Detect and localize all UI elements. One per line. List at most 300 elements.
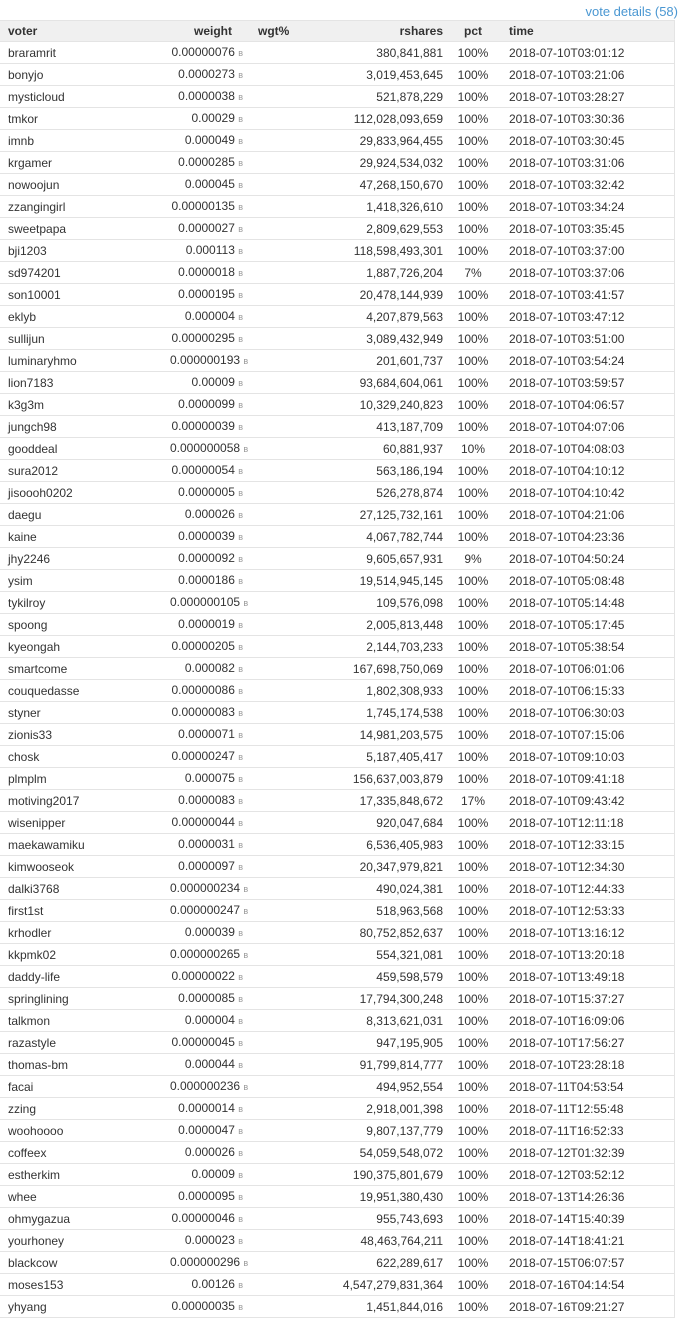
voter-cell: nowoojun — [8, 177, 60, 192]
pct-cell: 100% — [457, 1123, 489, 1138]
wgtpct-cell — [243, 680, 330, 702]
table-row — [0, 372, 674, 394]
weight-unit: ʙ — [238, 202, 243, 212]
pct-cell: 100% — [457, 155, 489, 170]
rshares-cell: 947,195,905 — [376, 1035, 443, 1050]
vote-details-table — [0, 20, 675, 1318]
pct-cell: 100% — [457, 463, 489, 478]
wgtpct-cell — [243, 1098, 330, 1120]
voter-cell: luminaryhmo — [8, 353, 77, 368]
pct-cell: 100% — [457, 1189, 489, 1204]
weight-value: 0.0000018 — [178, 265, 235, 279]
table-row — [0, 592, 674, 614]
weight-unit: ʙ — [238, 1126, 243, 1136]
rshares-cell: 190,375,801,679 — [352, 1167, 443, 1182]
table-row — [0, 966, 674, 988]
wgtpct-cell — [243, 240, 330, 262]
table-row — [0, 548, 674, 570]
weight-cell — [170, 1164, 243, 1186]
weight-unit: ʙ — [238, 488, 243, 498]
rshares-cell: 48,463,764,211 — [360, 1233, 443, 1248]
rshares-cell: 1,802,308,933 — [366, 683, 443, 698]
time-cell: 2018-07-10T09:10:03 — [509, 749, 625, 764]
voter-cell: bonyjo — [8, 67, 44, 82]
time-cell: 2018-07-10T03:31:06 — [509, 155, 625, 170]
column-header-weight: weight — [170, 21, 243, 42]
weight-cell — [170, 1076, 249, 1098]
pct-cell: 100% — [457, 67, 489, 82]
time-cell: 2018-07-10T17:56:27 — [509, 1035, 625, 1050]
weight-value: 0.0000085 — [178, 991, 235, 1005]
weight-unit: ʙ — [238, 972, 243, 982]
weight-value: 0.000044 — [184, 1057, 235, 1071]
voter-cell: imnb — [8, 133, 35, 148]
pct-cell: 100% — [457, 837, 489, 852]
rshares-cell: 5,187,405,417 — [366, 749, 443, 764]
weight-cell — [170, 1010, 243, 1032]
table-row — [0, 482, 674, 504]
time-cell: 2018-07-10T03:41:57 — [509, 287, 625, 302]
rshares-cell: 459,598,579 — [376, 969, 443, 984]
rshares-cell: 109,576,098 — [376, 595, 443, 610]
weight-cell — [170, 658, 243, 680]
table-row — [0, 614, 674, 636]
weight-unit: ʙ — [238, 686, 243, 696]
wgtpct-cell — [243, 614, 330, 636]
time-cell: 2018-07-10T07:15:06 — [509, 727, 625, 742]
wgtpct-cell — [243, 218, 330, 240]
voter-cell: eklyb — [8, 309, 37, 324]
weight-cell — [170, 416, 243, 438]
time-cell: 2018-07-10T12:53:33 — [509, 903, 625, 918]
weight-unit: ʙ — [238, 268, 243, 278]
voter-cell: jungch98 — [8, 419, 57, 434]
voter-cell: maekawamiku — [8, 837, 85, 852]
weight-cell — [170, 108, 243, 130]
weight-value: 0.00000045 — [171, 1035, 235, 1049]
column-header-pct: pct — [443, 21, 503, 42]
table-row — [0, 1186, 674, 1208]
weight-value: 0.0000031 — [178, 837, 235, 851]
table-row — [0, 702, 674, 724]
wgtpct-cell — [243, 1230, 330, 1252]
time-cell: 2018-07-10T04:21:06 — [509, 507, 625, 522]
weight-value: 0.00000295 — [171, 331, 235, 345]
time-cell: 2018-07-10T04:23:36 — [509, 529, 625, 544]
voter-cell: sura2012 — [8, 463, 59, 478]
weight-unit: ʙ — [238, 334, 243, 344]
pct-cell: 100% — [457, 639, 489, 654]
time-cell: 2018-07-12T03:52:12 — [509, 1167, 625, 1182]
weight-value: 0.000004 — [184, 1013, 235, 1027]
rshares-cell: 156,637,003,879 — [352, 771, 443, 786]
weight-value: 0.000026 — [184, 507, 235, 521]
voter-cell: sweetpapa — [8, 221, 67, 236]
voter-cell: gooddeal — [8, 441, 58, 456]
weight-cell — [170, 900, 249, 922]
rshares-cell: 118,598,493,301 — [353, 243, 443, 258]
weight-cell — [170, 592, 249, 614]
time-cell: 2018-07-10T05:08:48 — [509, 573, 625, 588]
table-row — [0, 790, 674, 812]
weight-cell — [170, 768, 243, 790]
weight-cell — [170, 812, 243, 834]
voter-cell: kkpmk02 — [8, 947, 57, 962]
rshares-cell: 10,329,240,823 — [359, 397, 443, 412]
voter-cell: spoong — [8, 617, 48, 632]
time-cell: 2018-07-16T04:14:54 — [509, 1277, 625, 1292]
pct-cell: 100% — [457, 353, 489, 368]
rshares-cell: 93,684,604,061 — [359, 375, 443, 390]
weight-unit: ʙ — [243, 1082, 249, 1092]
weight-cell — [170, 1186, 243, 1208]
weight-value: 0.000000193 — [170, 353, 241, 367]
weight-cell — [170, 724, 243, 746]
rshares-cell: 9,807,137,779 — [366, 1123, 443, 1138]
weight-value: 0.000045 — [184, 177, 235, 191]
wgtpct-cell — [243, 482, 330, 504]
weight-cell — [170, 878, 249, 900]
wgtpct-cell — [243, 174, 330, 196]
rshares-cell: 526,278,874 — [376, 485, 443, 500]
weight-value: 0.0000195 — [178, 287, 235, 301]
time-cell: 2018-07-10T04:07:06 — [509, 419, 625, 434]
table-row — [0, 86, 674, 108]
wgtpct-cell — [243, 1296, 330, 1318]
wgtpct-cell — [243, 1054, 330, 1076]
rshares-cell: 554,321,081 — [376, 947, 443, 962]
wgtpct-cell — [243, 262, 330, 284]
column-header-voter: voter — [0, 21, 170, 42]
table-row — [0, 746, 674, 768]
weight-cell — [170, 86, 243, 108]
table-row — [0, 570, 674, 592]
weight-value: 0.0000285 — [178, 155, 235, 169]
pct-cell: 100% — [457, 1145, 489, 1160]
voter-cell: ohmygazua — [8, 1211, 71, 1226]
pct-cell: 100% — [457, 595, 489, 610]
wgtpct-cell — [243, 526, 330, 548]
wgtpct-cell — [243, 724, 330, 746]
weight-unit: ʙ — [238, 1302, 243, 1312]
voter-cell: yhyang — [8, 1299, 47, 1314]
time-cell: 2018-07-11T12:55:48 — [509, 1101, 624, 1116]
voter-cell: couquedasse — [8, 683, 80, 698]
weight-value: 0.000000236 — [170, 1079, 241, 1093]
weight-unit: ʙ — [238, 466, 243, 476]
weight-value: 0.000049 — [184, 133, 235, 147]
time-cell: 2018-07-10T03:37:00 — [509, 243, 625, 258]
table-row — [0, 1098, 674, 1120]
weight-unit: ʙ — [238, 642, 243, 652]
wgtpct-cell — [243, 108, 330, 130]
weight-cell — [170, 460, 243, 482]
weight-unit: ʙ — [238, 1170, 243, 1180]
rshares-cell: 19,514,945,145 — [359, 573, 443, 588]
weight-cell — [170, 570, 243, 592]
time-cell: 2018-07-10T04:06:57 — [509, 397, 625, 412]
time-cell: 2018-07-10T03:30:45 — [509, 133, 625, 148]
weight-cell — [170, 1252, 249, 1274]
weight-cell — [170, 790, 243, 812]
rshares-cell: 4,207,879,563 — [366, 309, 443, 324]
wgtpct-cell — [243, 460, 330, 482]
time-cell: 2018-07-10T03:51:00 — [509, 331, 625, 346]
weight-value: 0.0000019 — [178, 617, 235, 631]
rshares-cell: 1,451,844,016 — [366, 1299, 443, 1314]
voter-cell: son10001 — [8, 287, 61, 302]
weight-value: 0.000000058 — [170, 441, 241, 455]
weight-unit: ʙ — [238, 1148, 243, 1158]
table-row — [0, 1274, 674, 1296]
wgtpct-cell — [243, 746, 330, 768]
wgtpct-cell — [243, 1252, 330, 1274]
weight-unit: ʙ — [238, 840, 243, 850]
time-cell: 2018-07-10T03:59:57 — [509, 375, 625, 390]
column-header-wgtpct: wgt% — [243, 21, 330, 42]
rshares-cell: 1,887,726,204 — [366, 265, 443, 280]
weight-cell — [170, 834, 243, 856]
wgtpct-cell — [243, 1274, 330, 1296]
time-cell: 2018-07-14T15:40:39 — [509, 1211, 625, 1226]
pct-cell: 100% — [457, 947, 489, 962]
rshares-cell: 3,019,453,645 — [366, 67, 443, 82]
weight-unit: ʙ — [238, 664, 243, 674]
weight-value: 0.000039 — [184, 925, 235, 939]
weight-value: 0.000000247 — [170, 903, 241, 917]
wgtpct-cell — [243, 768, 330, 790]
voter-cell: thomas-bm — [8, 1057, 69, 1072]
time-cell: 2018-07-10T09:43:42 — [509, 793, 625, 808]
table-row — [0, 1054, 674, 1076]
table-row — [0, 152, 674, 174]
weight-unit: ʙ — [238, 290, 243, 300]
weight-value: 0.0000071 — [178, 727, 235, 741]
pct-cell: 100% — [457, 661, 489, 676]
table-row — [0, 922, 674, 944]
pct-cell: 100% — [457, 881, 489, 896]
pct-cell: 100% — [457, 529, 489, 544]
weight-value: 0.000000234 — [170, 881, 241, 895]
weight-unit: ʙ — [238, 48, 243, 58]
time-cell: 2018-07-10T05:38:54 — [509, 639, 625, 654]
pct-cell: 10% — [460, 441, 486, 456]
weight-cell — [170, 64, 243, 86]
table-row — [0, 504, 674, 526]
pct-cell: 100% — [457, 111, 489, 126]
voter-cell: springlining — [8, 991, 69, 1006]
voter-cell: razastyle — [8, 1035, 57, 1050]
voter-cell: kyeongah — [8, 639, 61, 654]
weight-value: 0.00000086 — [171, 683, 235, 697]
time-cell: 2018-07-10T04:50:24 — [509, 551, 625, 566]
table-row — [0, 878, 674, 900]
weight-value: 0.0000038 — [178, 89, 235, 103]
table-row — [0, 218, 674, 240]
rshares-cell: 490,024,381 — [376, 881, 443, 896]
weight-unit: ʙ — [238, 1038, 243, 1048]
weight-cell — [170, 372, 243, 394]
table-row — [0, 1208, 674, 1230]
time-cell: 2018-07-10T06:15:33 — [509, 683, 625, 698]
time-cell: 2018-07-10T12:44:33 — [509, 881, 625, 896]
weight-cell — [170, 306, 243, 328]
table-row — [0, 680, 674, 702]
wgtpct-cell — [243, 1120, 330, 1142]
weight-unit: ʙ — [238, 818, 243, 828]
table-row — [0, 394, 674, 416]
vote-rows — [0, 42, 674, 1318]
voter-cell: sullijun — [8, 331, 45, 346]
time-cell: 2018-07-14T18:41:21 — [509, 1233, 625, 1248]
voter-cell: k3g3m — [8, 397, 45, 412]
wgtpct-cell — [243, 592, 330, 614]
weight-value: 0.00000083 — [171, 705, 235, 719]
pct-cell: 100% — [457, 1211, 489, 1226]
rshares-cell: 955,743,693 — [376, 1211, 443, 1226]
pct-cell: 100% — [457, 1167, 489, 1182]
time-cell: 2018-07-11T04:53:54 — [509, 1079, 624, 1094]
weight-unit: ʙ — [238, 136, 243, 146]
rshares-cell: 9,605,657,931 — [366, 551, 443, 566]
pct-cell: 100% — [457, 221, 489, 236]
weight-value: 0.0000014 — [178, 1101, 235, 1115]
pct-cell: 9% — [464, 551, 482, 566]
pct-cell: 100% — [457, 1277, 489, 1292]
time-cell: 2018-07-10T06:30:03 — [509, 705, 625, 720]
rshares-cell: 80,752,852,637 — [359, 925, 443, 940]
voter-cell: zzangingirl — [8, 199, 66, 214]
time-cell: 2018-07-10T12:34:30 — [509, 859, 625, 874]
table-row — [0, 768, 674, 790]
time-cell: 2018-07-10T16:09:06 — [509, 1013, 625, 1028]
wgtpct-cell — [243, 878, 330, 900]
pct-cell: 100% — [457, 1299, 489, 1314]
voter-cell: chosk — [8, 749, 40, 764]
rshares-cell: 91,799,814,777 — [359, 1057, 443, 1072]
voter-cell: motiving2017 — [8, 793, 80, 808]
pct-cell: 100% — [457, 133, 489, 148]
weight-cell — [170, 526, 243, 548]
voter-cell: whee — [8, 1189, 37, 1204]
wgtpct-cell — [243, 306, 330, 328]
wgtpct-cell — [243, 658, 330, 680]
voter-cell: woohoooo — [8, 1123, 64, 1138]
pct-cell: 100% — [457, 727, 489, 742]
time-cell: 2018-07-13T14:26:36 — [509, 1189, 625, 1204]
table-row — [0, 64, 674, 86]
weight-value: 0.00000205 — [171, 639, 235, 653]
wgtpct-cell — [243, 328, 330, 350]
voter-cell: coffeex — [8, 1145, 47, 1160]
weight-value: 0.0000005 — [178, 485, 235, 499]
table-row — [0, 1296, 674, 1318]
wgtpct-cell — [243, 570, 330, 592]
weight-cell — [170, 328, 243, 350]
weight-unit: ʙ — [238, 70, 243, 80]
voter-cell: sd974201 — [8, 265, 61, 280]
voter-cell: daddy-life — [8, 969, 61, 984]
voter-cell: jisoooh0202 — [8, 485, 73, 500]
wgtpct-cell — [243, 130, 330, 152]
table-row — [0, 834, 674, 856]
weight-value: 0.00009 — [191, 375, 235, 389]
rshares-cell: 17,335,848,672 — [359, 793, 443, 808]
time-cell: 2018-07-10T03:47:12 — [509, 309, 625, 324]
time-cell: 2018-07-10T03:37:06 — [509, 265, 625, 280]
weight-unit: ʙ — [238, 224, 243, 234]
weight-cell — [170, 482, 243, 504]
weight-cell — [170, 174, 243, 196]
wgtpct-cell — [243, 1142, 330, 1164]
weight-value: 0.00000046 — [171, 1211, 235, 1225]
time-cell: 2018-07-10T03:35:45 — [509, 221, 625, 236]
voter-cell: yourhoney — [8, 1233, 65, 1248]
wgtpct-cell — [243, 966, 330, 988]
weight-value: 0.00000022 — [171, 969, 235, 983]
weight-unit: ʙ — [238, 862, 243, 872]
wgtpct-cell — [243, 152, 330, 174]
vote-details-link[interactable]: vote details (58) — [585, 3, 678, 19]
wgtpct-cell — [243, 856, 330, 878]
wgtpct-cell — [243, 350, 330, 372]
wgtpct-cell — [243, 834, 330, 856]
voter-cell: moses153 — [8, 1277, 64, 1292]
weight-value: 0.00000039 — [171, 419, 235, 433]
pct-cell: 100% — [457, 331, 489, 346]
weight-cell — [170, 196, 243, 218]
rshares-cell: 518,963,568 — [376, 903, 443, 918]
wgtpct-cell — [243, 1032, 330, 1054]
voter-cell: tykilroy — [8, 595, 46, 610]
table-row — [0, 1252, 674, 1274]
weight-value: 0.00000247 — [171, 749, 235, 763]
pct-cell: 100% — [457, 177, 489, 192]
pct-cell: 100% — [457, 573, 489, 588]
weight-cell — [170, 1032, 243, 1054]
voter-cell: krhodler — [8, 925, 52, 940]
pct-cell: 100% — [457, 485, 489, 500]
pct-cell: 100% — [457, 1057, 489, 1072]
pct-cell: 100% — [457, 771, 489, 786]
weight-unit: ʙ — [238, 114, 243, 124]
pct-cell: 100% — [457, 287, 489, 302]
pct-cell: 100% — [457, 925, 489, 940]
voter-cell: tmkor — [8, 111, 38, 126]
table-row — [0, 636, 674, 658]
table-row — [0, 460, 674, 482]
rshares-cell: 2,144,703,233 — [366, 639, 443, 654]
weight-unit: ʙ — [238, 796, 243, 806]
voter-cell: zionis33 — [8, 727, 53, 742]
weight-cell — [170, 988, 243, 1010]
wgtpct-cell — [243, 988, 330, 1010]
rshares-cell: 112,028,093,659 — [353, 111, 443, 126]
table-row — [0, 1230, 674, 1252]
pct-cell: 100% — [457, 419, 489, 434]
weight-cell — [170, 1230, 243, 1252]
weight-value: 0.0000099 — [178, 397, 235, 411]
weight-unit: ʙ — [238, 928, 243, 938]
voter-cell: estherkim — [8, 1167, 61, 1182]
table-row — [0, 1164, 674, 1186]
weight-value: 0.0000273 — [178, 67, 235, 81]
weight-cell — [170, 262, 243, 284]
pct-cell: 100% — [457, 199, 489, 214]
weight-cell — [170, 1120, 243, 1142]
table-row — [0, 416, 674, 438]
table-row — [0, 856, 674, 878]
